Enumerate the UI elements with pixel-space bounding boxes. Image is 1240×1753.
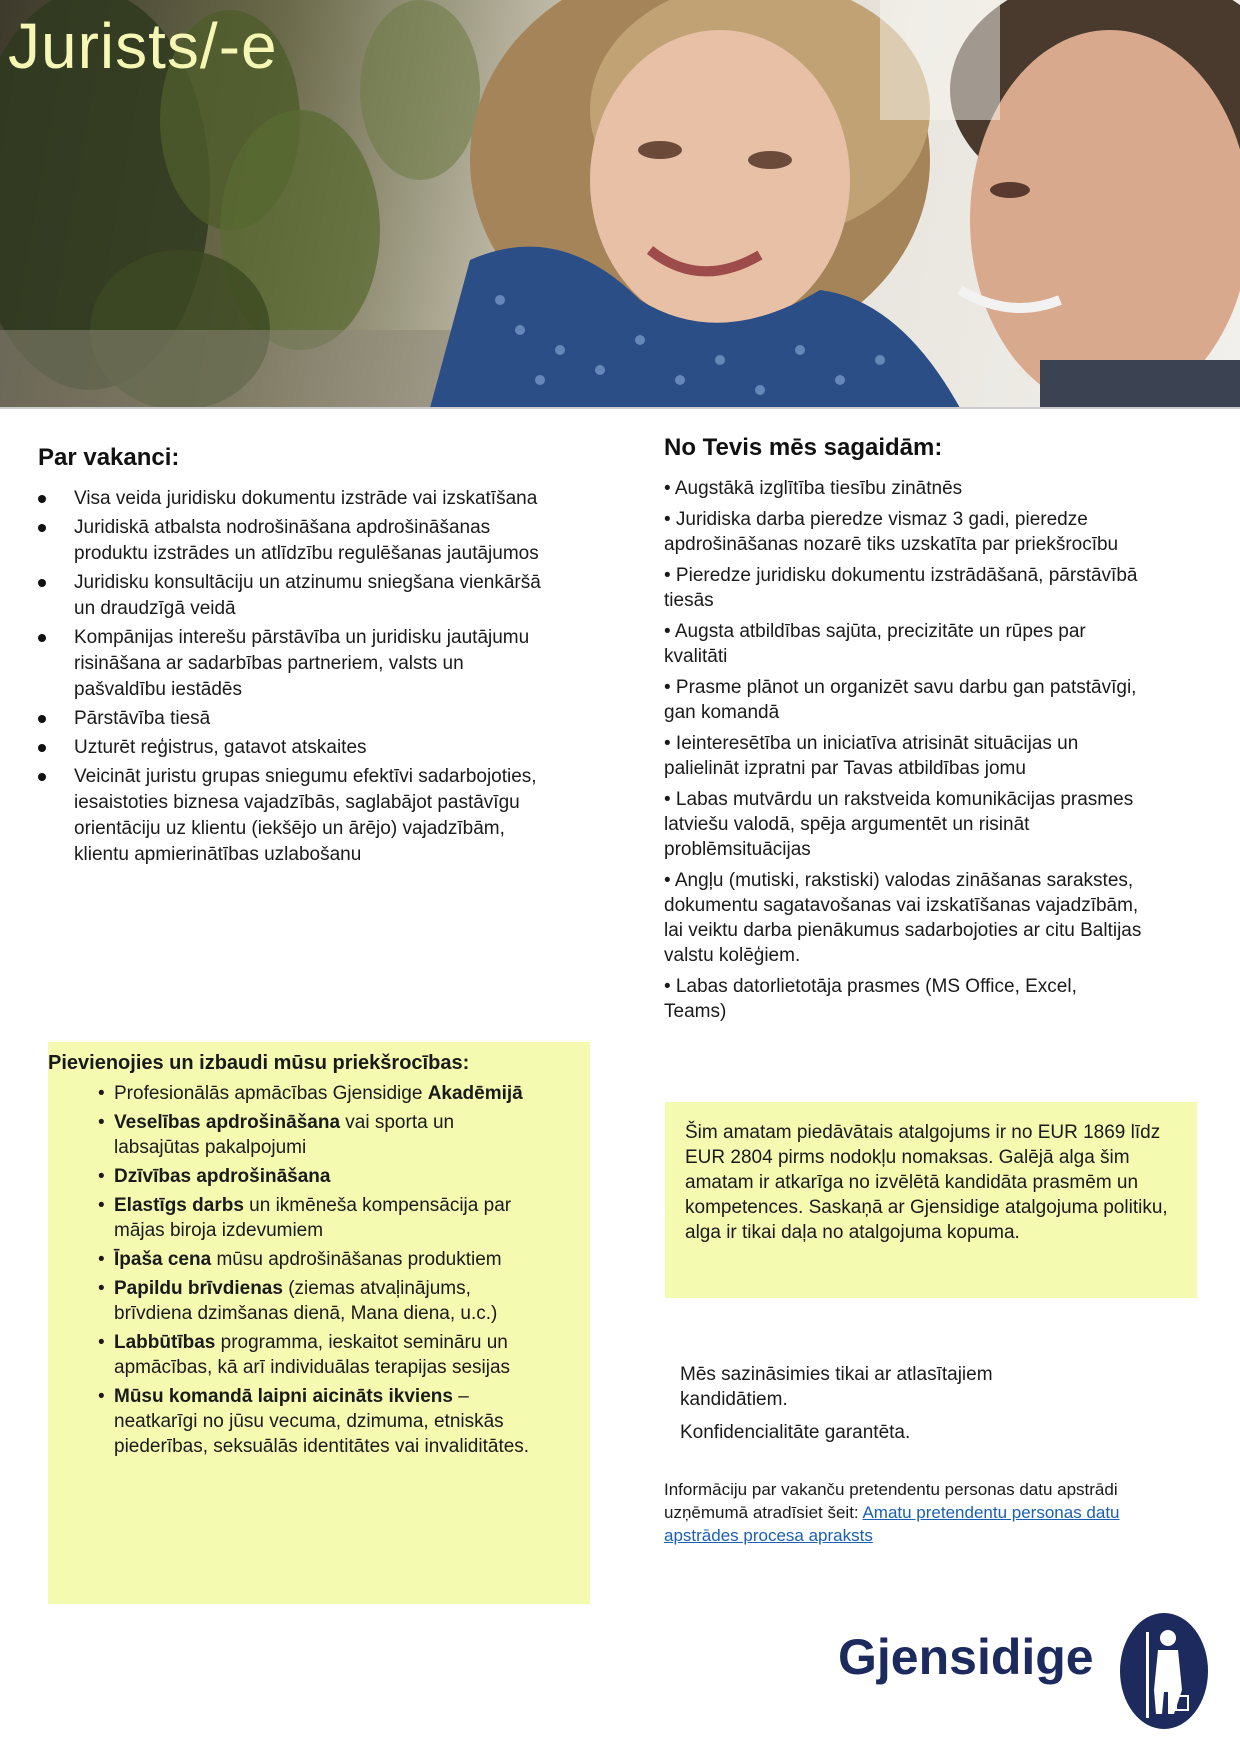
benefits-list: [48, 1081, 590, 1459]
knight-logo-icon: [1118, 1610, 1210, 1732]
about-heading: Par vakanci:: [38, 444, 180, 471]
list-item: Kompānijas interešu pārstāvība un juridisku jautājumu risināšana ar sadarbības partneriem, valsts un pašvaldību iestādēs: [38, 625, 558, 703]
list-item: • Pieredze juridisku dokumentu izstrādāšanā, pārstāvībā tiesās: [664, 565, 1138, 611]
about-list: [38, 486, 558, 868]
list-item: • Profesionālās apmācības Gjensidige Akadēmijā: [114, 1081, 544, 1106]
list-item: • Juridiska darba pieredze vismaz 3 gadi, pieredze apdrošināšanas nozarē tiks uzskatīta par priekšrocību: [664, 509, 1119, 555]
requirements-heading: No Tevis mēs sagaidām:: [664, 434, 943, 461]
bullet-icon: [38, 744, 46, 752]
bullet-icon: [38, 715, 46, 723]
privacy-link[interactable]: Amatu pretendentu personas datu apstrādes procesa apraksts: [664, 1503, 1120, 1545]
list-item: Veicināt juristu grupas sniegumu efektīvi sadarbojoties, iesaistoties biznesa vajadzībās, saglabājot pastāvīgu orientāciju uz klientu (iekšējo un ārējo) vajadzībām, klientu apmierinātības uzlabošanu: [38, 764, 558, 868]
privacy-note: [664, 1478, 1154, 1547]
list-item: • Papildu brīvdienas (ziemas atvaļinājums, brīvdiena dzimšanas dienā, Mana diena, u.c.): [114, 1276, 544, 1326]
list-item: • Labas datorlietotāja prasmes (MS Office, Excel, Teams): [664, 976, 1077, 1022]
list-item: • Augstākā izglītība tiesību zinātnēs: [664, 478, 963, 499]
confidentiality-line: Konfidencialitāte garantēta.: [680, 1422, 911, 1443]
list-item: • Elastīgs darbs un ikmēneša kompensācija par mājas biroja izdevumiem: [114, 1193, 544, 1243]
salary-text: Šim amatam piedāvātais atalgojums ir no EUR 1869 līdz EUR 2804 pirms nodokļu nomaksas. Galējā alga šim amatam ir atkarīga no izvēlētā kandidāta prasmēm un kompetences. Saskaņā ar Gjensidige atalgojuma politiku, alga ir tikai daļa no atalgojuma kopuma.: [685, 1122, 1168, 1243]
list-item: • Veselības apdrošināšana vai sporta un labsajūtas pakalpojumi: [114, 1110, 544, 1160]
list-item: • Labbūtības programma, ieskaitot semināru un apmācības, kā arī individuālas terapijas sesijas: [114, 1330, 544, 1380]
bullet-icon: [38, 634, 46, 642]
list-item: Juridiskā atbalsta nodrošināšana apdrošināšanas produktu izstrādes un atlīdzību regulēšanas jautājumos: [38, 515, 558, 567]
page-title: Jurists/-e: [8, 10, 278, 82]
hero-divider: [0, 407, 1240, 409]
bullet-icon: [38, 524, 46, 532]
about-section: [38, 444, 558, 871]
list-item: Visa veida juridisku dokumentu izstrāde vai izskatīšana: [38, 486, 558, 512]
benefits-heading: Pievienojies un izbaudi mūsu priekšrocības:: [48, 1052, 470, 1074]
list-item: • Labas mutvārdu un rakstveida komunikācijas prasmes latviešu valodā, spēja argumentēt un risināt problēmsituācijas: [664, 789, 1134, 860]
list-item: Juridisku konsultāciju un atzinumu sniegšana vienkāršā un draudzīgā veidā: [38, 570, 558, 622]
contact-line: Mēs sazināsimies tikai ar atlasītajiem kandidātiem.: [680, 1364, 993, 1410]
salary-box: [665, 1102, 1197, 1298]
list-item: Uzturēt reģistrus, gatavot atskaites: [38, 735, 558, 761]
requirements-section: [664, 434, 1144, 1030]
brand-logo: [838, 1610, 1208, 1732]
bullet-icon: [38, 495, 46, 503]
list-item: • Augsta atbildības sajūta, precizitāte un rūpes par kvalitāti: [664, 621, 1086, 667]
benefits-box: [48, 1042, 590, 1604]
list-item: • Dzīvības apdrošināšana: [114, 1164, 544, 1189]
list-item: • Ieinteresētība un iniciatīva atrisināt situācijas un palielināt izpratni par Tavas atbildības jomu: [664, 733, 1079, 779]
list-item: • Angļu (mutiski, rakstiski) valodas zināšanas sarakstes, dokumentu sagatavošanas vai izskatīšanas vajadzībām, lai veiktu darba pienākumus sadarbojoties ar citu Baltijas valstu kolēģiem.: [664, 870, 1142, 966]
contact-note: [680, 1362, 1080, 1453]
list-item: Pārstāvība tiesā: [38, 706, 558, 732]
list-item: • Prasme plānot un organizēt savu darbu gan patstāvīgi, gan komandā: [664, 677, 1137, 723]
hero-photo: [0, 0, 1240, 408]
bullet-icon: [38, 773, 46, 781]
privacy-text: Informāciju par vakanču pretendentu personas datu apstrādi uzņēmumā atradīsiet šeit:: [664, 1480, 1118, 1522]
list-item: • Īpaša cena mūsu apdrošināšanas produktiem: [114, 1247, 544, 1272]
list-item: • Mūsu komandā laipni aicināts ikviens – neatkarīgi no jūsu vecuma, dzimuma, etniskās piederības, seksuālās identitātes vai invaliditātes.: [114, 1384, 544, 1459]
requirements-list: [664, 476, 1144, 1024]
brand-name: Gjensidige: [838, 1629, 1094, 1685]
bullet-icon: [38, 579, 46, 587]
